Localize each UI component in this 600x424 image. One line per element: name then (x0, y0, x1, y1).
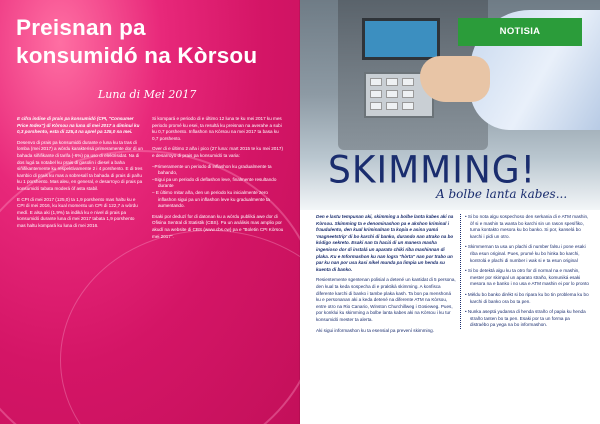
right-column-2 (458, 214, 590, 333)
title-line-1: Preisnan pa (16, 15, 146, 40)
atm-screen (362, 18, 440, 60)
list-item: –Sigui pa un periodo di deflashon leve, finalmente resultando durante (152, 176, 277, 189)
headline: SKIMMING! (328, 148, 537, 193)
list-item: • Si bo nota algu sospechoso den serkania di e ATM mashin, òf si e mashin ta wanta bo karchi sin un rason spesífiko, tuma kontakto mesora ku bo banko. Si por, kanselá bo karchi i pidi un otro. (465, 214, 589, 239)
list-item: – E último mitar aña, den un periodo ku inicialmente zero inflashon sigui pa un inflashon leve ku gradualmente ta aumentando. (152, 189, 270, 209)
list-item: • Nunka aseptá yudansa di henda straño of papia ku henda straño tanten bo ta pen. Esaki por ta un forma pa distraébo pa yega na bo informashon. (465, 309, 586, 328)
body-paragraph: E CPI di mei 2017 (125,0) ta 1,9 porshento mas haltu ku e CPI di mei 2016, ku kual momentu un CPI di 122,7 a wòrdu medí. E alsa aki (1,9%) ta indiká ku e nivel di prais pa konsumidó durante luna di mei 2017 tabata 1,9 porshento mas haltu kompará ku luna di mei 2016. (17, 196, 138, 228)
body-paragraph: Aki sigui informashon ku ta esensial pa prevení skimming. (316, 327, 434, 333)
body-paragraph: Esaki por deduzí for di datonan ku a wòrdu publiká awe dor di Ofisina Sentral di Statistik (CBS). Pa un análisis mas amplio por akudí na website di CBS (www.cbs.cw) pa e "Boletin CPI Kòrsou mei 2017". (152, 213, 284, 239)
body-paragraph: Over di e último 2 aña i pico (27 luna: mart 2015 te ku mei 2017) e desarroyo di prais pa konsumidó ta varia: (152, 146, 283, 158)
intro-paragraph: E cifra indise di prais pa konsumidó (CPI, "Consumer Price Index") di Kòrsou na luna di mei 2017 a diminuí ku 0,3 porshento, esta di 125,4 na aprel pa 125,0 na mei. (17, 116, 140, 135)
list-item: • Skimmernan ta usa un plachi di number falsu i pone esaki riba esun original. Pues, prumé ku bo hinka bo karchi, kontrolá e plachi di number i wak si e ta esun original (465, 244, 586, 263)
section-badge: NOTISIA (458, 18, 582, 46)
tips-list (465, 214, 590, 329)
left-column-2 (152, 116, 285, 244)
list-item: –Primeramente un periodo di inflashon ku gradualmente ta bahando, (152, 163, 272, 176)
body-paragraph: Resientemente sgentenan polisial a detené un kantidat di 5 persona, den kual ta keda sospecha di e praktikà skimming. A konfisca diferente karchi di banko i tambe plaka kash. Ta bon pa menshoná ku e personanan aki a keda detené na diferente ATM na Kòrsou, entre otro na Rio Canario, Winston Churchillweg i Gosieweg. Pues, por konklui ku skimming a bolbe lanta kabes aki na Kòrsou i ku tur konsumidó mester ta alerta. (316, 277, 456, 322)
hand (420, 56, 490, 102)
title-line-2: konsumidó na Kòrsou (16, 43, 258, 68)
tagline: A bolbe lanta kabes... (436, 187, 568, 201)
right-page (300, 0, 600, 424)
intro-paragraph: Den e lastu tempunan aki, skimming a bolbe lanta kabes aki na Kòrsou. Skimming ta e denominashon pa e akshon kriminal i fraudulento, den kual kriminalnan ta kopia e asina yamá 'magneetstrip' di bo karchi di banko, durando nan atrako na bo kódigo sekreto. Esaki nan ta haciá di un manera masha ingenioso dor di instalá un aparato chiki riba mashinnan di plaka. Ku e Informashon ku nan logra "hòrta" nan por trabo un par ku nan por usa kasi níkel munda pa limpia un henda su kuenta di banko. (316, 214, 454, 272)
body-paragraph: Desenvo di prais pa konsumidó durante e luna ku ta tras di lomba (mei 2017) a wòrdu karakterisá primeramente dor di un bahada siñifikante di tarifa (-6%) pa uso di elektrisidat. Na di dos lugá ta notabel ku prais di gasolin i diesel a baha siñifikantemente ku respektivamente 2 i 4 porshento. E di tres kambio di prais ku mas a sobresalí ta bahada di prais di pañu ku 1 porshento. Mas aleu, en general, e desarroyo di prais pa konsumidó tabata moderá óf asta stabil. (17, 139, 143, 191)
list-item: • Si bo detektá algu ku ta otro for di normal na e mashin, mester por skimpal un aparato straño, komuniká esaki mesora na e banko i no usa e ATM mashin ei por lo pronto (465, 268, 589, 287)
left-column-1 (17, 116, 143, 234)
bullet-list (152, 164, 285, 210)
list-item: • Mèldu bo banko dirékt si bo ripara ku bo tin problema ku bo karchi di banko ora bo ta pen. (465, 291, 589, 304)
page-title (16, 14, 296, 70)
tips-box (460, 214, 590, 329)
right-column-1 (316, 214, 456, 338)
page-subtitle: Luna di Mei 2017 (98, 88, 197, 101)
body-paragraph: Si kompará e periodo di e último 12 luna te ku mei 2017 ku mes periodo promé ku esei, ta resultá ku preisnan na averahe a subi ku 0,7 porshento. Inflashon na Kòrsou na mei 2017 ta basa ku 0,7 porshento. (152, 116, 282, 141)
